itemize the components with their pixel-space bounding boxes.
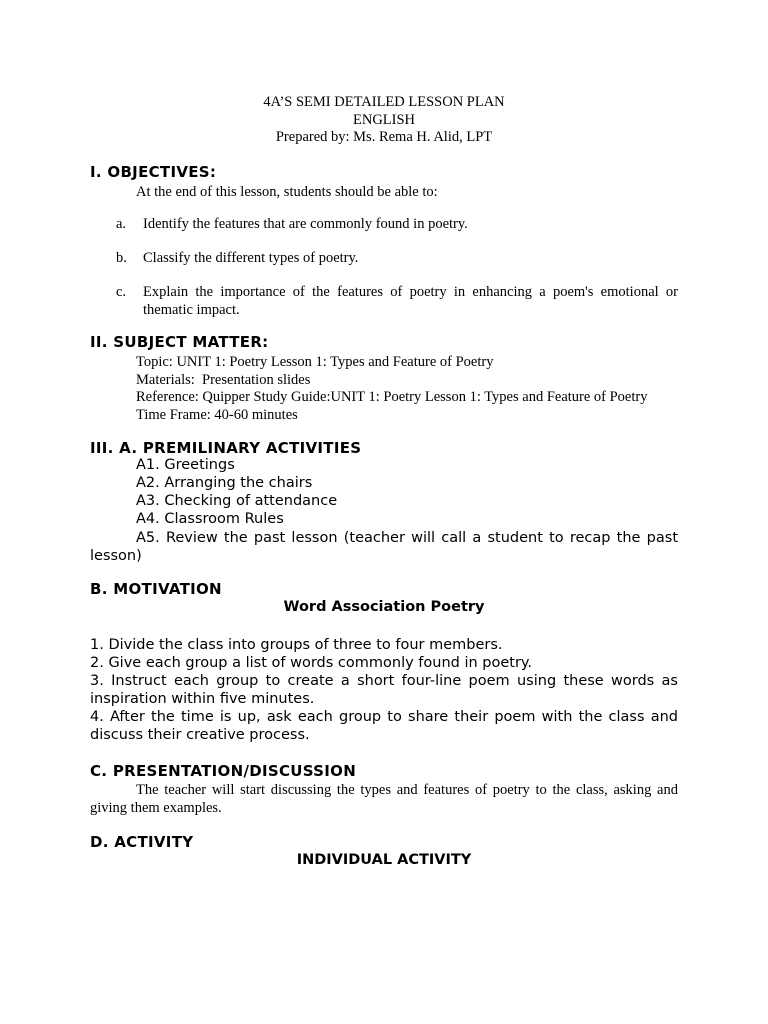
subject-reference: Reference: Quipper Study Guide:UNIT 1: Poetry Lesson 1: Types and Feature of Poetry — [136, 389, 648, 405]
document-header — [90, 94, 678, 147]
lesson-plan-page — [90, 0, 678, 1024]
motivation-step: 4. After the time is up, ask each group to share their poem with the class and discuss their creative process. — [90, 709, 678, 743]
preliminary-item: A5. Review the past lesson (teacher will call a student to recap the past lesson) — [90, 530, 678, 564]
activity-title: INDIVIDUAL ACTIVITY — [296, 852, 472, 868]
preliminary-item: A1. Greetings — [136, 457, 235, 473]
objective-c-text: Explain the importance of the features of poetry in enhancing a poem's emotional or thematic impact. — [143, 284, 678, 318]
objective-a-text: Identify the features that are commonly found in poetry. — [143, 216, 468, 232]
objectives-intro: At the end of this lesson, students should be able to: — [136, 184, 438, 200]
preliminary-heading: III. A. PREMILINARY ACTIVITIES — [90, 439, 362, 457]
subject-matter-heading: II. SUBJECT MATTER: — [90, 333, 269, 351]
motivation-step: 2. Give each group a list of words commonly found in poetry. — [90, 655, 533, 671]
subject-topic: Topic: UNIT 1: Poetry Lesson 1: Types and Feature of Poetry — [136, 354, 494, 370]
preliminary-item: A4. Classroom Rules — [136, 511, 284, 527]
motivation-step: 1. Divide the class into groups of three to four members. — [90, 637, 503, 653]
subject-time-frame: Time Frame: 40-60 minutes — [136, 407, 298, 423]
motivation-heading: B. MOTIVATION — [90, 580, 222, 598]
subject-materials: Materials: Presentation slides — [136, 372, 311, 388]
subject-label: ENGLISH — [352, 111, 416, 128]
objectives-heading: I. OBJECTIVES: — [90, 163, 217, 181]
activity-heading: D. ACTIVITY — [90, 833, 194, 851]
preliminary-item: A3. Checking of attendance — [136, 493, 338, 509]
document-title: 4A’S SEMI DETAILED LESSON PLAN — [263, 94, 505, 110]
preliminary-item: A2. Arranging the chairs — [136, 475, 313, 491]
objective-a-letter: a. — [116, 216, 127, 232]
objective-b-text: Classify the different types of poetry. — [143, 250, 359, 266]
presentation-heading: C. PRESENTATION/DISCUSSION — [90, 762, 357, 780]
prepared-by: Prepared by: Ms. Rema H. Alid, LPT — [275, 129, 493, 145]
presentation-text: The teacher will start discussing the types and features of poetry to the class, asking and giving them examples. — [90, 782, 678, 816]
motivation-title: Word Association Poetry — [283, 599, 485, 615]
objective-c-letter: c. — [116, 284, 127, 300]
objective-b-letter: b. — [116, 250, 127, 266]
motivation-step: 3. Instruct each group to create a short four-line poem using these words as inspiration within five minutes. — [90, 673, 678, 707]
